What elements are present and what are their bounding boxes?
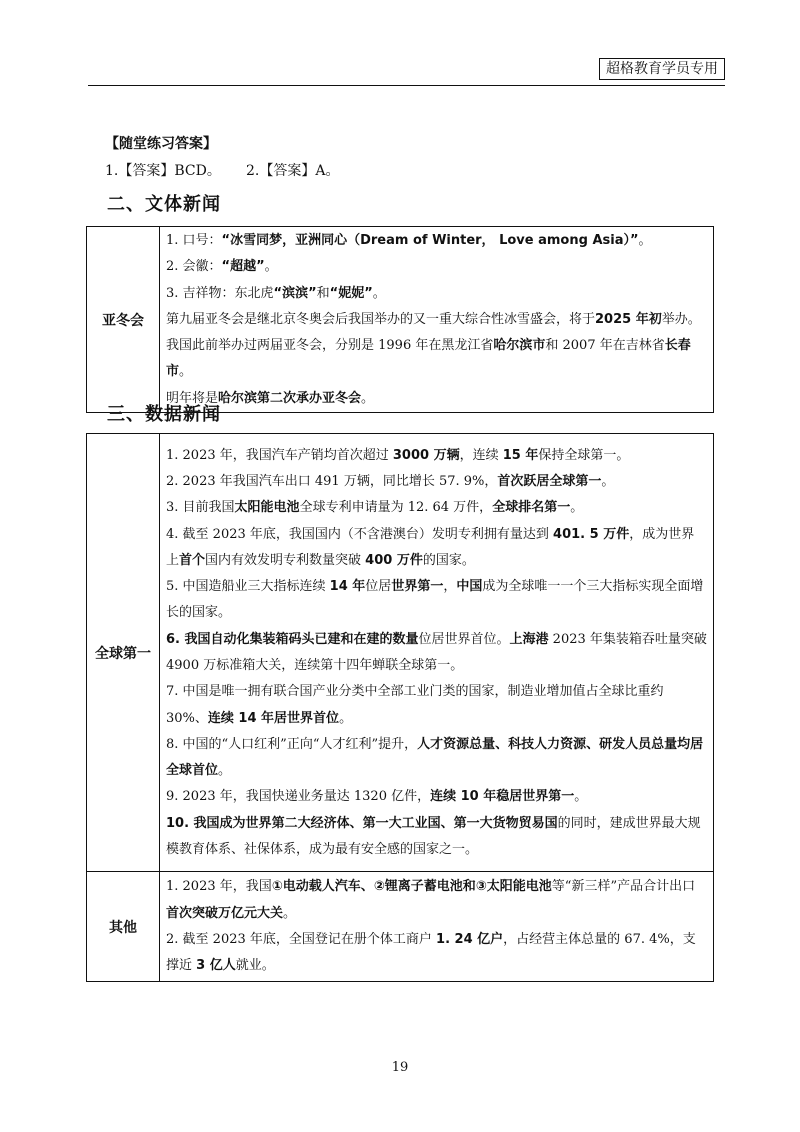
history-line: 我国此前举办过两届亚冬会，分别是 1996 年在黑龙江省哈尔滨市和 2007 年在吉林省长春市。 bbox=[166, 338, 691, 380]
mascot-line: 3. 吉祥物：东北虎“滨滨”和“妮妮”。 bbox=[166, 285, 386, 301]
games-date-line: 第九届亚冬会是继北京冬奥会后我国举办的又一重大综合性冰雪盛会，将于2025 年初举办。 bbox=[166, 311, 701, 327]
item-8: 8. 中国的“人口红利”正向“人才红利”提升，人才资源总量、科技人力资源、研发人员总量均居全球首位。 bbox=[166, 736, 704, 779]
header-badge: 超格教育学员专用 bbox=[599, 58, 725, 80]
other-content bbox=[160, 872, 714, 982]
item-3: 3. 目前我国太阳能电池全球专利申请量为 12. 64 万件，全球排名第一。 bbox=[166, 500, 584, 516]
item-7: 7. 中国是唯一拥有联合国产业分类中全部工业门类的国家，制造业增加值占全球比重约 30%、连续 14 年居世界首位。 bbox=[166, 684, 664, 726]
section-title-data: 三、数据新闻 bbox=[107, 404, 221, 425]
item-6: 6. 我国自动化集装箱码头已建和在建的数量位居世界首位。上海港 2023 年集装箱吞吐量突破 4900 万标准箱大关，连续第十四年蝉联全球第一。 bbox=[166, 631, 707, 673]
item-2: 2. 2023 年我国汽车出口 491 万辆，同比增长 57. 9%，首次跃居全球第一。 bbox=[166, 473, 615, 489]
emblem-line: 2. 会徽：“超越”。 bbox=[166, 259, 278, 275]
item-1: 1. 2023 年，我国汽车产销均首次超过 3000 万辆，连续 15 年保持全球第一。 bbox=[166, 447, 630, 463]
asian-games-table bbox=[86, 226, 714, 413]
answer-1: 1.【答案】BCD。 bbox=[105, 163, 221, 179]
global-first-header: 全球第一 bbox=[87, 434, 160, 872]
item-5: 5. 中国造船业三大指标连续 14 年位居世界第一，中国成为全球唯一一个三大指标实现全面增长的国家。 bbox=[166, 579, 704, 621]
other-item-2: 2. 截至 2023 年底，全国登记在册个体工商户 1. 24 亿户，占经营主体总量的 67. 4%，支撑近 3 亿人就业。 bbox=[166, 932, 696, 974]
data-news-table bbox=[86, 433, 714, 982]
other-item-1: 1. 2023 年，我国①电动载人汽车、②锂离子蓄电池和③太阳能电池等“新三样”产品合计出口首次突破万亿元大关。 bbox=[166, 879, 696, 921]
global-first-content bbox=[160, 434, 714, 872]
answer-2: 2.【答案】A。 bbox=[246, 163, 340, 179]
practice-label: 【随堂练习答案】 bbox=[105, 136, 217, 152]
item-10: 10. 我国成为世界第二大经济体、第一大工业国、第一大货物贸易国的同时，建成世界最大规模教育体系、社保体系，成为最有安全感的国家之一。 bbox=[166, 815, 701, 858]
asian-games-header: 亚冬会 bbox=[87, 227, 160, 413]
header-rule bbox=[88, 85, 725, 86]
other-header: 其他 bbox=[87, 872, 160, 982]
asian-games-content bbox=[160, 227, 714, 413]
page-number: 19 bbox=[391, 1060, 409, 1075]
item-9: 9. 2023 年，我国快递业务量达 1320 亿件，连续 10 年稳居世界第一。 bbox=[166, 789, 588, 805]
item-4: 4. 截至 2023 年底，我国国内（不含港澳台）发明专利拥有量达到 401. 5 万件，成为世界上首个国内有效发明专利数量突破 400 万件的国家。 bbox=[166, 526, 695, 568]
section-title-sports: 二、文体新闻 bbox=[107, 194, 221, 215]
host-line: 明年将是哈尔滨第二次承办亚冬会。 bbox=[166, 390, 375, 406]
slogan-line: 1. 口号：“冰雪同梦，亚洲同心（Dream of Winter， Love among Asia）”。 bbox=[166, 233, 652, 248]
